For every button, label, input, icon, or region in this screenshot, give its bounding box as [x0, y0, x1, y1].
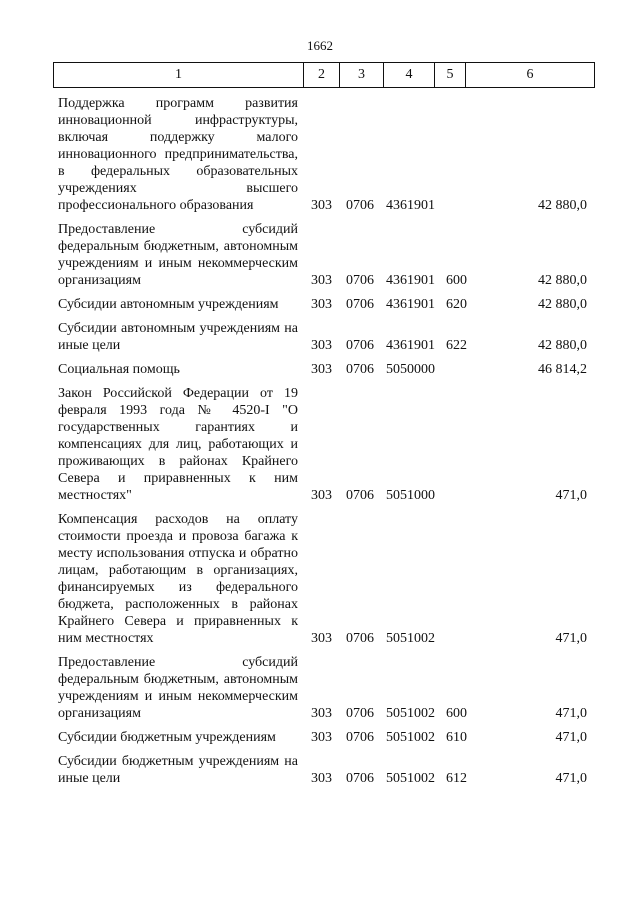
- row-ministry-code: 303: [311, 706, 332, 721]
- row-target-code: 4361901: [386, 273, 435, 288]
- row-ministry-code: 303: [311, 297, 332, 312]
- page-number: 1662: [307, 38, 333, 53]
- row-amount: 471,0: [555, 488, 587, 503]
- row-target-code: 5051002: [386, 706, 435, 721]
- row-ministry-code: 303: [311, 273, 332, 288]
- row-section-code: 0706: [346, 273, 374, 288]
- table-header: [53, 62, 595, 88]
- header-col-5: 5: [435, 63, 466, 87]
- table-row: [0, 221, 640, 289]
- row-amount: 42 880,0: [538, 198, 587, 213]
- header-col-1: 1: [54, 63, 304, 87]
- row-target-code: 5051000: [386, 488, 435, 503]
- row-section-code: 0706: [346, 631, 374, 646]
- table-row: [0, 95, 640, 214]
- row-description: Закон Российской Федерации от 19 февраля 1993 года № 4520-I "О государственных гарантиях и компенсациях для лиц, работающих и проживающих в районах Крайнего Севера и приравненных к ним местностях": [58, 386, 298, 503]
- table-row: [0, 296, 640, 313]
- row-target-code: 5051002: [386, 631, 435, 646]
- table-row: [0, 361, 640, 378]
- row-ministry-code: 303: [311, 730, 332, 745]
- header-col-3: 3: [340, 63, 384, 87]
- header-col-6: 6: [526, 67, 534, 82]
- row-description: Компенсация расходов на оплату стоимости проезда и провоза багажа к месту использования отпуска и обратно лицам, работающим в организациях, финансируемых из федерального бюджета, расположенных в районах Крайнего Севера и приравненных к ним местностях: [58, 512, 298, 646]
- row-description: Субсидии бюджетным учреждениям на иные цели: [58, 754, 298, 786]
- header-col-4: 4: [384, 63, 435, 87]
- row-ministry-code: 303: [311, 771, 332, 786]
- row-expense-type: 610: [446, 730, 467, 745]
- row-amount: 42 880,0: [538, 273, 587, 288]
- row-section-code: 0706: [346, 338, 374, 353]
- row-amount: 471,0: [555, 631, 587, 646]
- header-col-2: 2: [304, 63, 340, 87]
- row-description: Предоставление субсидий федеральным бюджетным, автономным учреждениям и иным некоммерческим организациям: [58, 655, 298, 721]
- row-expense-type: 600: [446, 706, 467, 721]
- row-description: Предоставление субсидий федеральным бюджетным, автономным учреждениям и иным некоммерческим организациям: [58, 222, 298, 288]
- row-section-code: 0706: [346, 297, 374, 312]
- table-row: [0, 654, 640, 722]
- row-amount: 471,0: [555, 706, 587, 721]
- table-row: [0, 753, 640, 787]
- row-section-code: 0706: [346, 362, 374, 377]
- row-target-code: 4361901: [386, 338, 435, 353]
- row-description: Субсидии автономным учреждениям: [58, 297, 279, 312]
- row-ministry-code: 303: [311, 631, 332, 646]
- row-section-code: 0706: [346, 771, 374, 786]
- row-section-code: 0706: [346, 730, 374, 745]
- row-description: Субсидии бюджетным учреждениям: [58, 730, 276, 745]
- row-expense-type: 622: [446, 338, 467, 353]
- row-ministry-code: 303: [311, 362, 332, 377]
- table-row: [0, 729, 640, 746]
- row-expense-type: 620: [446, 297, 467, 312]
- table-row: [0, 385, 640, 504]
- row-amount: 42 880,0: [538, 297, 587, 312]
- row-amount: 42 880,0: [538, 338, 587, 353]
- row-target-code: 5051002: [386, 730, 435, 745]
- row-target-code: 4361901: [386, 198, 435, 213]
- row-section-code: 0706: [346, 198, 374, 213]
- row-expense-type: 600: [446, 273, 467, 288]
- budget-table-body: [0, 95, 640, 794]
- row-amount: 471,0: [555, 730, 587, 745]
- row-section-code: 0706: [346, 488, 374, 503]
- row-ministry-code: 303: [311, 338, 332, 353]
- row-section-code: 0706: [346, 706, 374, 721]
- row-target-code: 5050000: [386, 362, 435, 377]
- row-target-code: 4361901: [386, 297, 435, 312]
- row-description: Социальная помощь: [58, 362, 180, 377]
- row-amount: 471,0: [555, 771, 587, 786]
- row-ministry-code: 303: [311, 488, 332, 503]
- row-ministry-code: 303: [311, 198, 332, 213]
- table-row: [0, 320, 640, 354]
- row-target-code: 5051002: [386, 771, 435, 786]
- row-description: Субсидии автономным учреждениям на иные цели: [58, 321, 298, 353]
- row-expense-type: 612: [446, 771, 467, 786]
- table-row: [0, 511, 640, 647]
- row-description: Поддержка программ развития инновационной инфраструктуры, включая поддержку малого инновационного предпринимательства, в федеральных образовательных учреждениях высшего профессионального образования: [58, 96, 298, 213]
- row-amount: 46 814,2: [538, 362, 587, 377]
